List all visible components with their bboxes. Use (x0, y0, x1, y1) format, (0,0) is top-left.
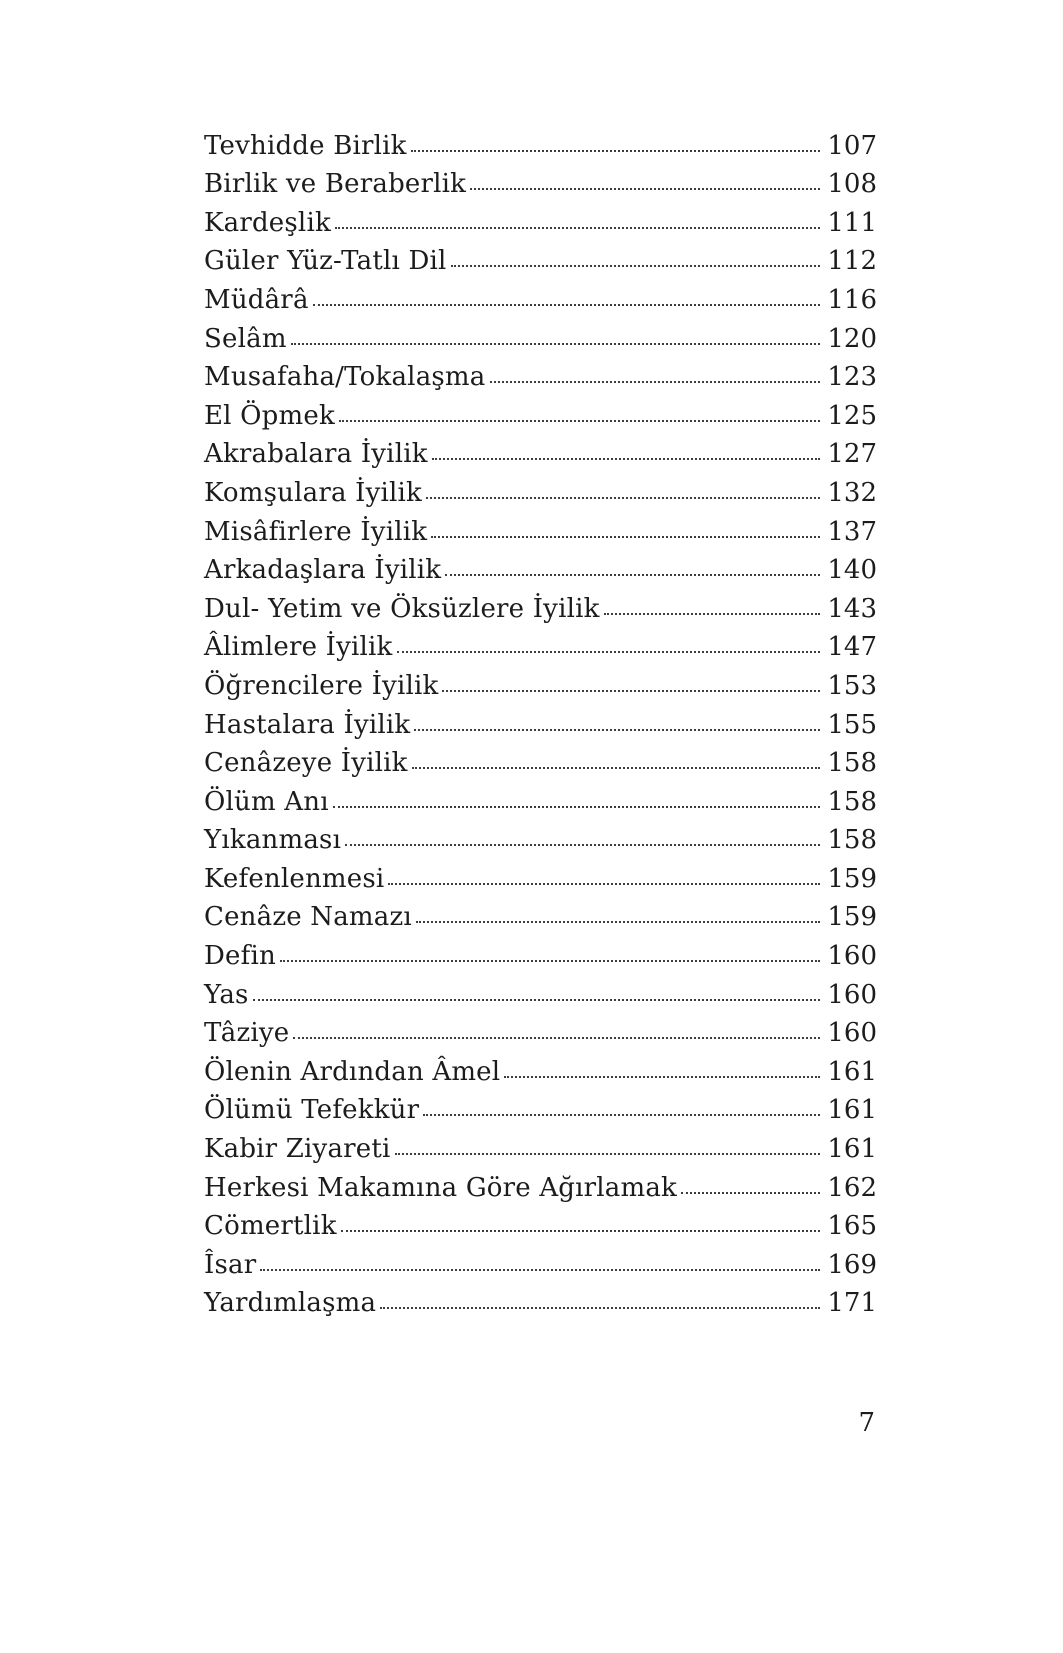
dot-leader (414, 729, 820, 731)
toc-entry-page: 161 (827, 1095, 877, 1126)
dot-leader (333, 806, 821, 808)
toc-entry-page: 155 (827, 709, 877, 740)
toc-entry-page: 169 (827, 1249, 877, 1280)
toc-entry (204, 699, 877, 738)
toc-entry-title: Defin (204, 941, 276, 972)
toc-entry-title: Ölüm Anı (204, 786, 329, 817)
toc-entry (204, 969, 877, 1008)
toc-entry-page: 161 (827, 1056, 877, 1087)
toc-entry-title: Cenâzeye İyilik (204, 748, 408, 779)
toc-entry-page: 140 (827, 555, 877, 586)
dot-leader (416, 921, 820, 923)
toc-entry (204, 853, 877, 892)
toc-entry (204, 1008, 877, 1047)
toc-entry (204, 583, 877, 622)
toc-list (204, 120, 877, 1319)
dot-leader (445, 574, 820, 576)
toc-entry-title: Ölümü Tefekkür (204, 1095, 420, 1126)
toc-entry-page: 153 (827, 670, 877, 701)
toc-entry-page: 111 (827, 207, 877, 238)
toc-entry (204, 1278, 877, 1317)
toc-entry-page: 162 (827, 1172, 877, 1203)
toc-entry-page: 120 (827, 323, 877, 354)
toc-entry-page: 171 (827, 1288, 877, 1319)
dot-leader (335, 227, 820, 229)
dot-leader (681, 1192, 820, 1194)
toc-entry (204, 930, 877, 972)
toc-entry-title: Selâm (204, 323, 287, 354)
toc-entry-title: Cömertlik (204, 1211, 337, 1242)
toc-entry-page: 112 (827, 246, 877, 277)
toc-entry-title: Musafaha/Tokalaşma (204, 362, 486, 393)
dot-leader (431, 536, 820, 538)
toc-entry-page: 158 (827, 748, 877, 779)
toc-entry (204, 390, 877, 429)
toc-entry-page: 143 (827, 593, 877, 624)
toc-entry-page: 127 (827, 439, 877, 470)
dot-leader (423, 1114, 820, 1116)
toc-entry-page: 161 (827, 1134, 877, 1165)
toc-entry-title: Tevhidde Birlik (204, 130, 407, 161)
toc-entry (204, 313, 877, 352)
toc-entry (204, 197, 877, 236)
dot-leader (313, 304, 821, 306)
dot-leader (339, 420, 820, 422)
toc-entry (204, 1201, 877, 1240)
toc-entry-page: 147 (827, 632, 877, 663)
toc-entry-title: Kardeşlik (204, 207, 331, 238)
toc-entry-title: Komşulara İyilik (204, 477, 422, 508)
toc-entry-page: 125 (827, 400, 877, 431)
toc-entry-title: Yardımlaşma (204, 1288, 377, 1319)
toc-entry-title: Misâfirlere İyilik (204, 516, 428, 547)
dot-leader (412, 767, 821, 769)
toc-entry-page: 158 (827, 825, 877, 856)
toc-entry-page: 132 (827, 477, 877, 508)
toc-entry-page: 108 (827, 169, 877, 200)
dot-leader (490, 381, 821, 383)
toc-entry (204, 274, 877, 313)
toc-entry-page: 160 (827, 979, 877, 1010)
toc-entry (204, 545, 877, 584)
dot-leader (426, 497, 820, 499)
toc-entry (204, 1162, 877, 1201)
dot-leader (341, 1230, 821, 1232)
toc-entry-page: 158 (827, 786, 877, 817)
toc-entry (204, 738, 877, 777)
toc-entry-title: Yas (204, 979, 249, 1010)
dot-leader (291, 343, 821, 345)
toc-entry-title: El Öpmek (204, 400, 335, 431)
toc-entry (204, 236, 877, 275)
toc-entry-title: Müdârâ (204, 284, 309, 315)
toc-entry (204, 506, 877, 545)
toc-entry (204, 776, 877, 815)
toc-entry-title: Akrabalara İyilik (204, 439, 428, 470)
toc-entry (204, 120, 877, 159)
toc-entry (204, 429, 877, 468)
dot-leader (293, 1037, 820, 1039)
toc-entry-title: Dul- Yetim ve Öksüzlere İyilik (204, 593, 600, 624)
toc-entry-title: Tâziye (204, 1018, 290, 1049)
toc-entry-title: Yıkanması (204, 825, 342, 856)
dot-leader (397, 651, 821, 653)
toc-entry-page: 107 (827, 130, 877, 161)
dot-leader (345, 844, 820, 846)
dot-leader (411, 150, 821, 152)
dot-leader (260, 1269, 820, 1271)
dot-leader (504, 1076, 820, 1078)
dot-leader (388, 883, 820, 885)
page-number: 7 (858, 1408, 875, 1438)
dot-leader (280, 960, 820, 962)
toc-entry-title: Kefenlenmesi (204, 863, 385, 894)
dot-leader (253, 999, 821, 1001)
toc-entry-title: Birlik ve Beraberlik (204, 169, 467, 200)
dot-leader (442, 690, 820, 692)
dot-leader (395, 1153, 821, 1155)
toc-entry (204, 159, 877, 198)
toc-entry (204, 467, 877, 506)
dot-leader (380, 1307, 820, 1309)
dot-leader (604, 613, 821, 615)
toc-entry-page: 137 (827, 516, 877, 547)
dot-leader (470, 188, 820, 190)
toc-entry-title: Âlimlere İyilik (204, 632, 393, 663)
toc-entry (204, 660, 877, 699)
toc-entry-page: 160 (827, 1018, 877, 1049)
toc-entry-title: Îsar (204, 1249, 257, 1280)
toc-entry-page: 159 (827, 902, 877, 933)
toc-entry (204, 1239, 877, 1278)
toc-entry-title: Kabir Ziyareti (204, 1134, 391, 1165)
dot-leader (451, 265, 821, 267)
toc-entry-page: 116 (827, 284, 877, 315)
toc-entry (204, 622, 877, 661)
toc-entry (204, 1046, 877, 1085)
toc-entry-page: 159 (827, 863, 877, 894)
toc-entry-page: 160 (827, 941, 877, 972)
dot-leader (432, 458, 821, 460)
toc-entry (204, 352, 877, 391)
toc-entry-title: Ölenin Ardından Âmel (204, 1056, 501, 1087)
toc-entry (204, 815, 877, 854)
toc-entry-title: Hastalara İyilik (204, 709, 411, 740)
toc-entry (204, 1085, 877, 1124)
toc-entry-title: Öğrencilere İyilik (204, 670, 439, 701)
toc-entry (204, 892, 877, 931)
toc-entry-page: 123 (827, 362, 877, 393)
toc-entry-page: 165 (827, 1211, 877, 1242)
toc-entry-title: Herkesi Makamına Göre Ağırlamak (204, 1172, 678, 1203)
toc-entry-title: Cenâze Namazı (204, 902, 412, 933)
toc-entry (204, 1123, 877, 1165)
toc-entry-title: Arkadaşlara İyilik (204, 555, 442, 586)
toc-entry-title: Güler Yüz-Tatlı Dil (204, 246, 447, 277)
